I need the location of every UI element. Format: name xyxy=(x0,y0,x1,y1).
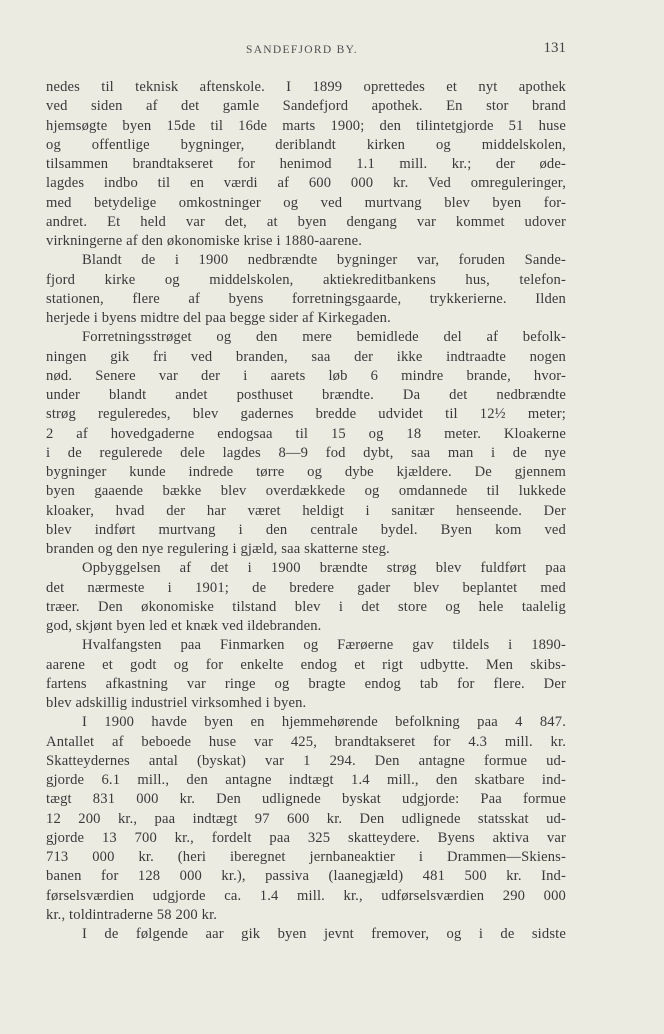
text-line: ved siden af det gamle Sandefjord apothek. En stor brand xyxy=(46,98,566,115)
text-line: fjord kirke og middelskolen, aktiekreditbankens hus, telefon- xyxy=(46,271,566,288)
body-text xyxy=(46,78,566,944)
text-line: blev adskillig industriel virksomhed i byen. xyxy=(46,695,307,711)
text-line: førselsværdien udgjorde ca. 1.4 mill. kr., udførselsværdien 290 000 xyxy=(46,887,566,904)
text-line: i de regulerede dele lagdes 8—9 fod dybt, saa man i de nye xyxy=(46,444,566,461)
text-line: Opbyggelsen af det i 1900 brændte strøg blev fuldført paa xyxy=(82,560,566,577)
page-number: 131 xyxy=(543,40,566,56)
text-line: 2 af hovedgaderne endogsaa til 15 og 18 meter. Kloakerne xyxy=(46,425,566,442)
text-line: lagdes indbo til en værdi af 600 000 kr. Ved omreguleringer, xyxy=(46,175,566,192)
text-line: banen for 128 000 kr.), passiva (laanegjæld) 481 500 kr. Ind- xyxy=(46,868,566,885)
text-line: Antallet af beboede huse var 425, brandtakseret for 4.3 mill. kr. xyxy=(46,733,566,750)
text-line: gjorde 13 700 kr., fordelt paa 325 skatteydere. Byens aktiva var xyxy=(46,829,566,846)
text-line: Forretningsstrøget og den mere bemidlede del af befolk- xyxy=(82,329,566,346)
text-line: gjorde 6.1 mill., den antagne indtægt 1.4 mill., den skatbare ind- xyxy=(46,772,566,788)
page-header xyxy=(46,40,566,64)
text-line: I de følgende aar gik byen jevnt fremover, og i de sidste xyxy=(82,926,566,942)
text-line: blev indført murtvang i den centrale bydel. Byen kom ved xyxy=(46,521,566,538)
text-line: bygninger kunde indrede tørre og dybe kjældere. De gjennem xyxy=(46,464,566,480)
text-line: 12 200 kr., paa indtægt 97 600 kr. Den udlignede statsskat ud- xyxy=(46,810,566,827)
text-line: branden og den nye regulering i gjæld, saa skatterne steg. xyxy=(46,541,390,557)
text-line: Blandt de i 1900 nedbrændte bygninger var, foruden Sande- xyxy=(82,252,566,269)
text-line: byen gaaende bække blev overdækkede og omdannede til lukkede xyxy=(46,483,566,500)
text-line: tægt 831 000 kr. Den udlignede byskat udgjorde: Paa formue xyxy=(46,791,566,808)
text-line: tilsammen brandtakseret for henimod 1.1 mill. kr.; der øde- xyxy=(46,156,566,172)
text-line: I 1900 havde byen en hjemmehørende befolkning paa 4 847. xyxy=(82,714,566,731)
text-line: Skatteydernes antal (byskat) var 1 294. Den antagne formue ud- xyxy=(46,752,566,769)
text-line: kr., toldintraderne 58 200 kr. xyxy=(46,906,218,923)
text-line: det nærmeste i 1901; de bredere gader blev beplantet med xyxy=(46,579,566,596)
text-line: strøg reguleredes, blev gadernes bredde udvidet til 12½ meter; xyxy=(46,406,566,423)
text-line: Hvalfangsten paa Finmarken og Færøerne gav tildels i 1890- xyxy=(82,637,566,654)
text-line: virkningerne af den økonomiske krise i 1880-aarene. xyxy=(46,233,363,249)
text-line: nedes til teknisk aftenskole. I 1899 oprettedes et nyt apothek xyxy=(46,79,566,95)
text-line: aarene et godt og for enkelte endog et rigt udbytte. Men skibs- xyxy=(46,656,566,673)
text-line: ningen gik fri ved branden, saa der ikke indtraadte nogen xyxy=(46,348,566,365)
text-line: herjede i byens midtre del paa begge sider af Kirkegaden. xyxy=(46,310,391,326)
text-line: 713 000 kr. (heri iberegnet jernbaneaktier i Drammen—Skiens- xyxy=(46,849,566,865)
text-line: kloaker, hvad der har været heldigt i sanitær henseende. Der xyxy=(46,502,566,519)
text-line: med betydelige omkostninger og ved murtvang blev byen for- xyxy=(46,194,566,211)
text-line: fartens afkastning var ringe og bragte endog tab for flere. Der xyxy=(46,675,566,692)
running-title: SANDEFJORD BY. xyxy=(246,44,358,56)
text-line: god, skjønt byen led et knæk ved ildebranden. xyxy=(46,618,322,634)
text-line: træer. Den økonomiske tilstand blev i det store og hele taalelig xyxy=(46,598,566,615)
text-line: hjemsøgte byen 15de til 16de marts 1900; den tilintetgjorde 51 huse xyxy=(46,117,566,134)
text-line: under blandt andet posthuset brændte. Da det nedbrændte xyxy=(46,387,566,403)
text-line: stationen, flere af byens forretningsgaarde, trykkerierne. Ilden xyxy=(46,290,566,307)
text-line: og offentlige bygninger, deriblandt kirken og middelskolen, xyxy=(46,136,566,153)
text-line: andret. Et held var det, at byen dengang var kommet udover xyxy=(46,213,566,230)
text-line: nød. Senere var der i aarets løb 6 mindre brande, hvor- xyxy=(46,367,566,384)
